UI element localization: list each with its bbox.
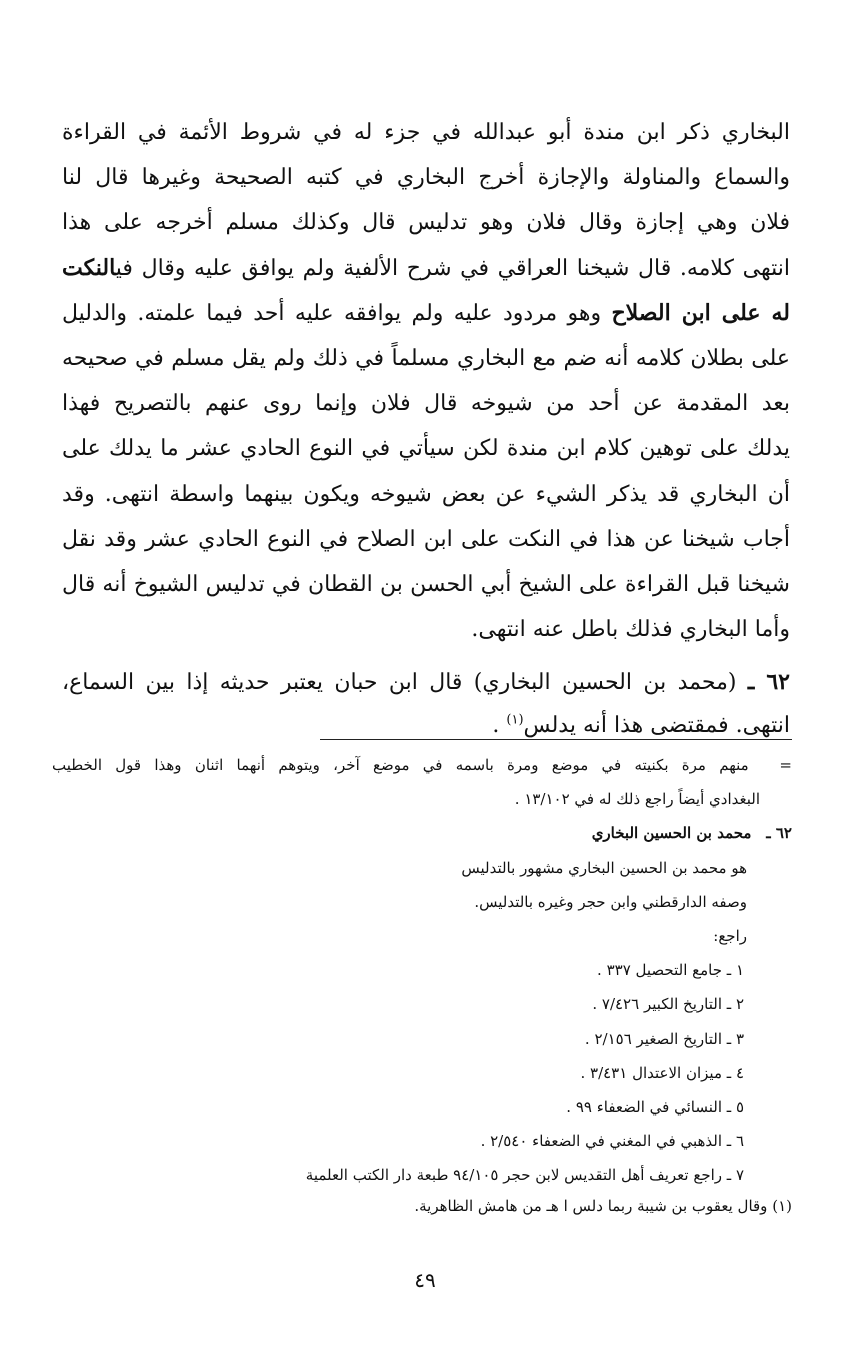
- footnote-entry-heading: [52, 816, 792, 850]
- main-text: [62, 110, 790, 748]
- bold-book-title-end: له على ابن الصلاح: [611, 299, 790, 326]
- text-segment: وهو مردود عليه ولم يوافقه عليه أحد فيما علمته. والدليل: [62, 300, 602, 326]
- text-line: وأما البخاري فذلك باطل عنه انتهى.: [471, 617, 790, 643]
- footnote-line: البغدادي أيضاً راجع ذلك له في ١٣/١٠٢ .: [514, 790, 760, 809]
- footnote-line: هو محمد بن الحسين البخاري مشهور بالتدليس: [461, 858, 747, 877]
- bold-book-title-start: النكت: [62, 254, 116, 281]
- entry-text-end: .: [492, 713, 500, 739]
- text-line: على بطلان كلامه أنه ضم مع البخاري مسلماً في ذلك ولم يقل مسلم في صحيحه: [62, 345, 790, 371]
- footnote-marker: (١): [772, 1197, 792, 1216]
- entry-text: (محمد بن الحسين البخاري) قال ابن حبان يعتبر حديثه إذا بين السماع،: [62, 670, 737, 696]
- text-line: أجاب شيخنا عن هذا في النكت على ابن الصلاح في النوع الحادي عشر وقد نقل: [62, 526, 790, 552]
- entry-text: انتهى. فمقتضى هذا أنه يدلس: [523, 713, 790, 739]
- reference-item: ٢ ـ التاريخ الكبير ٧/٤٢٦ .: [592, 995, 744, 1014]
- footnote-entry-number: ٦٢ ـ: [766, 824, 792, 843]
- entry-line: [62, 660, 790, 704]
- reference-item: ٦ ـ الذهبي في المغني في الضعفاء ٢/٥٤٠ .: [480, 1132, 744, 1151]
- reference-item: ٣ ـ التاريخ الصغير ٢/١٥٦ .: [584, 1029, 744, 1048]
- text-line: [62, 246, 790, 291]
- reference-item: ٤ ـ ميزان الاعتدال ٣/٤٣١ .: [580, 1063, 744, 1082]
- text-line: شيخنا قبل القراءة على الشيخ أبي الحسن بن القطان في تدليس الشيوخ أنه قال: [62, 571, 790, 597]
- reference-item: ٥ ـ النسائي في الضعفاء ٩٩ .: [566, 1097, 744, 1116]
- text-line: [62, 291, 790, 336]
- entry-line: [62, 704, 790, 748]
- entry-number: ٦٢ ـ: [747, 669, 790, 696]
- footnote-1: [52, 1192, 792, 1220]
- text-line: يدلك على توهين كلام ابن مندة لكن سيأتي في النوع الحادي عشر ما يدلك على: [62, 436, 790, 462]
- footnote-line: [52, 748, 792, 782]
- reference-item: ١ ـ جامع التحصيل ٣٣٧ .: [597, 961, 744, 980]
- footnote-text: منهم مرة بكنيته في موضع ومرة باسمه في موضع آخر، ويتوهم أنهما اثنان وهذا قول الخطيب: [52, 756, 749, 774]
- reference-item: ٧ ـ راجع تعريف أهل التقديس لابن حجر ٩٤/١٠٥ طبعة دار الكتب العلمية: [305, 1166, 744, 1185]
- footnote-reference: (١): [506, 712, 524, 728]
- footnote-text: وقال يعقوب بن شيبة ربما دلس ا هـ من هامش الظاهرية.: [414, 1197, 768, 1216]
- continuation-marker: =: [779, 756, 792, 774]
- text-line: والسماع والمناولة والإجازة أخرج البخاري في كتبه الصحيحة وغيرها قال لنا: [62, 165, 790, 191]
- footnotes: [52, 748, 792, 1220]
- entry-62: [62, 660, 790, 748]
- text-line: فلان وهي إجازة وقال فلان وهو تدليس قال وكذلك مسلم أخرجه على هذا: [62, 210, 790, 236]
- footnote-entry-title: محمد بن الحسين البخاري: [591, 824, 752, 843]
- text-segment: انتهى كلامه. قال شيخنا العراقي في شرح الألفية ولم يوافق عليه وقال في: [115, 255, 790, 281]
- text-line: البخاري ذكر ابن مندة أبو عبدالله في جزء له في شروط الأئمة في القراءة: [62, 120, 790, 145]
- footnote-line: وصفه الدارقطني وابن حجر وغيره بالتدليس.: [474, 892, 747, 911]
- text-line: بعد المقدمة عن أحد من شيوخه قال فلان وإنما روى عنهم بالتصريح فهذا: [62, 391, 790, 417]
- references-label: راجع:: [713, 926, 747, 945]
- text-line: أن البخاري قد يذكر الشيء عن بعض شيوخه ويكون بينهما واسطة انتهى. وقد: [62, 481, 790, 507]
- page-number: ٤٩: [414, 1268, 436, 1292]
- footnote-divider: [320, 739, 792, 740]
